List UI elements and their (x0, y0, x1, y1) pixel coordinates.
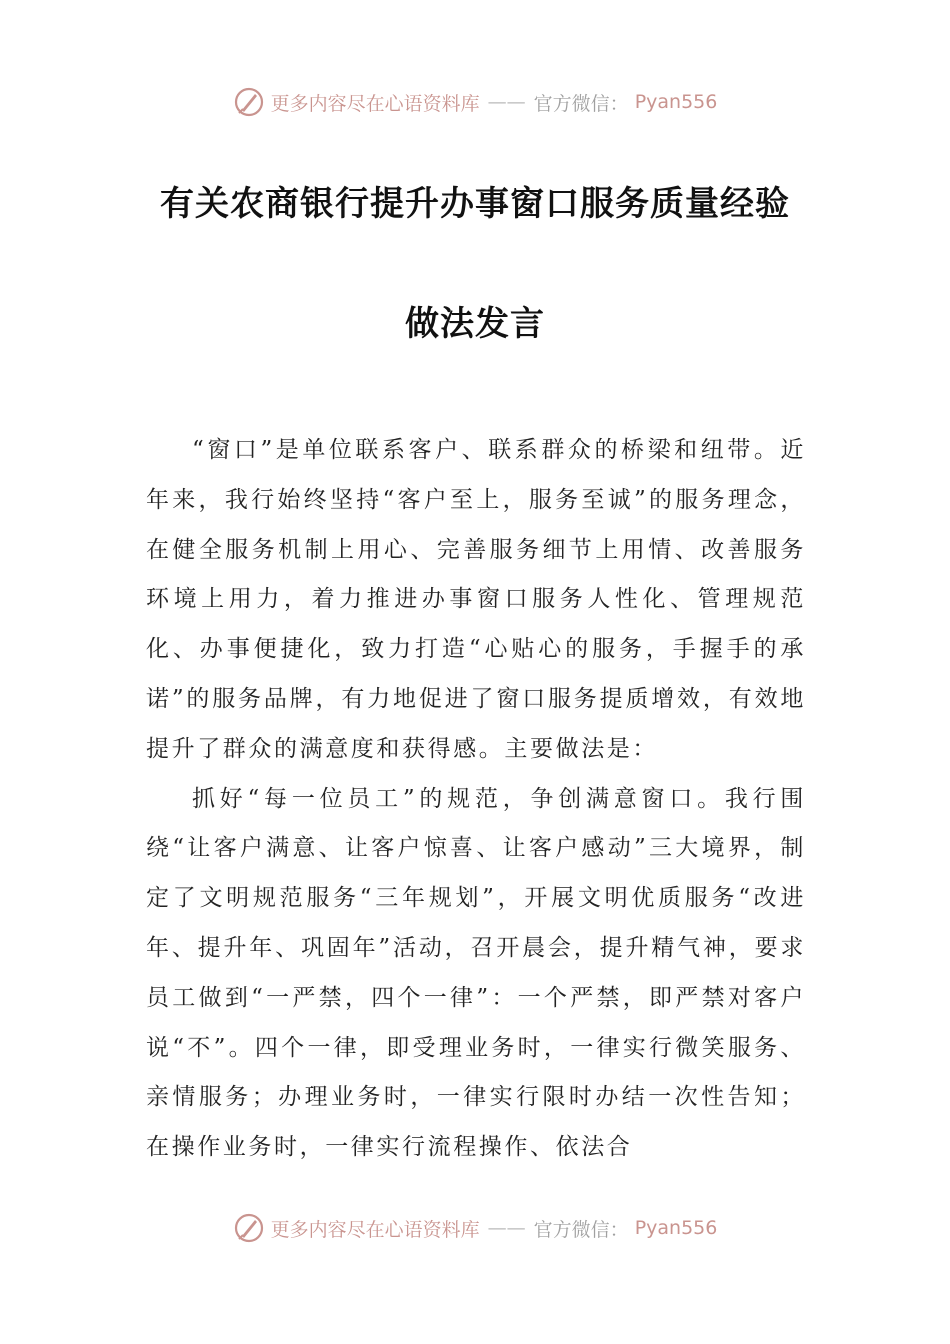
document-title-line1: 有关农商银行提升办事窗口服务质量经验 (160, 184, 790, 224)
header-watermark (0, 86, 950, 118)
footer-watermark (0, 1212, 950, 1244)
watermark-wechat-id: Pyan556 (634, 1217, 718, 1239)
body-paragraph-1: “窗口”是单位联系客户、联系群众的桥梁和纽带。近年来，我行始终坚持“客户至上，服务至诚”的服务理念，在健全服务机制上用心、完善服务细节上用情、改善服务环境上用力，着力推进办事窗口服务人性化、管理规范化、办事便捷化，致力打造“心贴心的服务，手握手的承诺”的服务品牌，有力地促进了窗口服务提质增效，有效地提升了群众的满意度和获得感。主要做法是： (146, 437, 806, 762)
watermark-separator: —— (487, 1217, 526, 1239)
watermark-official-label: 官方微信： (533, 1218, 629, 1241)
watermark-official-label: 官方微信： (533, 92, 629, 115)
document-title-line2: 做法发言 (405, 304, 545, 344)
quill-pen-logo-icon (233, 86, 265, 118)
quill-pen-logo-icon (233, 1212, 265, 1244)
watermark-main-text: 更多内容尽在心语资料库 (270, 92, 480, 115)
body-paragraph-2: 抓好“每一位员工”的规范，争创满意窗口。我行围绕“让客户满意、让客户惊喜、让客户感动”三大境界，制定了文明规范服务“三年规划”，开展文明优质服务“改进年、提升年、巩固年”活动，召开晨会，提升精气神，要求员工做到“一严禁，四个一律”：一个严禁，即严禁对客户说“不”。四个一律，即受理业务时，一律实行微笑服务、亲情服务；办理业务时，一律实行限时办结一次性告知；在操作业务时，一律实行流程操作、依法合 (146, 785, 806, 1161)
document-body (146, 426, 806, 1173)
watermark-main-text: 更多内容尽在心语资料库 (270, 1218, 480, 1241)
watermark-separator: —— (487, 91, 526, 113)
watermark-wechat-id: Pyan556 (634, 91, 718, 113)
